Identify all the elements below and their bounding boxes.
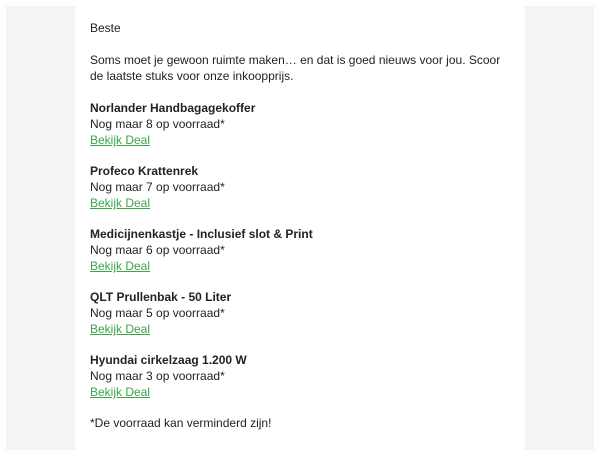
- product-item-medicijnenkastje: [90, 226, 510, 274]
- intro-text: Soms moet je gewoon ruimte maken… en dat is goed nieuws voor jou. Scoor de laatste stuks voor onze inkoopprijs.: [90, 53, 501, 83]
- view-deal-link[interactable]: Bekijk Deal: [90, 322, 151, 336]
- email-content: [75, 6, 525, 431]
- greeting-text: Beste: [90, 21, 121, 35]
- product-name: Medicijnenkastje - Inclusief slot & Print: [90, 227, 313, 241]
- email-viewport: [6, 6, 594, 450]
- product-stock: Nog maar 3 op voorraad*: [90, 369, 225, 383]
- product-stock: Nog maar 6 op voorraad*: [90, 243, 225, 257]
- product-item-qlt-prullenbak: [90, 289, 510, 337]
- view-deal-link[interactable]: Bekijk Deal: [90, 133, 151, 147]
- product-item-norlander: [90, 100, 510, 148]
- product-stock: Nog maar 5 op voorraad*: [90, 306, 225, 320]
- stock-footnote: *De voorraad kan verminderd zijn!: [90, 416, 272, 430]
- view-deal-link[interactable]: Bekijk Deal: [90, 385, 151, 399]
- product-item-profeco: [90, 163, 510, 211]
- view-deal-link[interactable]: Bekijk Deal: [90, 259, 151, 273]
- product-stock: Nog maar 8 op voorraad*: [90, 117, 225, 131]
- email-body: [75, 6, 525, 450]
- view-deal-link[interactable]: Bekijk Deal: [90, 196, 151, 210]
- product-name: QLT Prullenbak - 50 Liter: [90, 290, 232, 304]
- product-name: Hyundai cirkelzaag 1.200 W: [90, 353, 247, 367]
- product-stock: Nog maar 7 op voorraad*: [90, 180, 225, 194]
- product-name: Profeco Krattenrek: [90, 164, 199, 178]
- product-item-hyundai-cirkelzaag: [90, 352, 510, 400]
- product-name: Norlander Handbagagekoffer: [90, 101, 256, 115]
